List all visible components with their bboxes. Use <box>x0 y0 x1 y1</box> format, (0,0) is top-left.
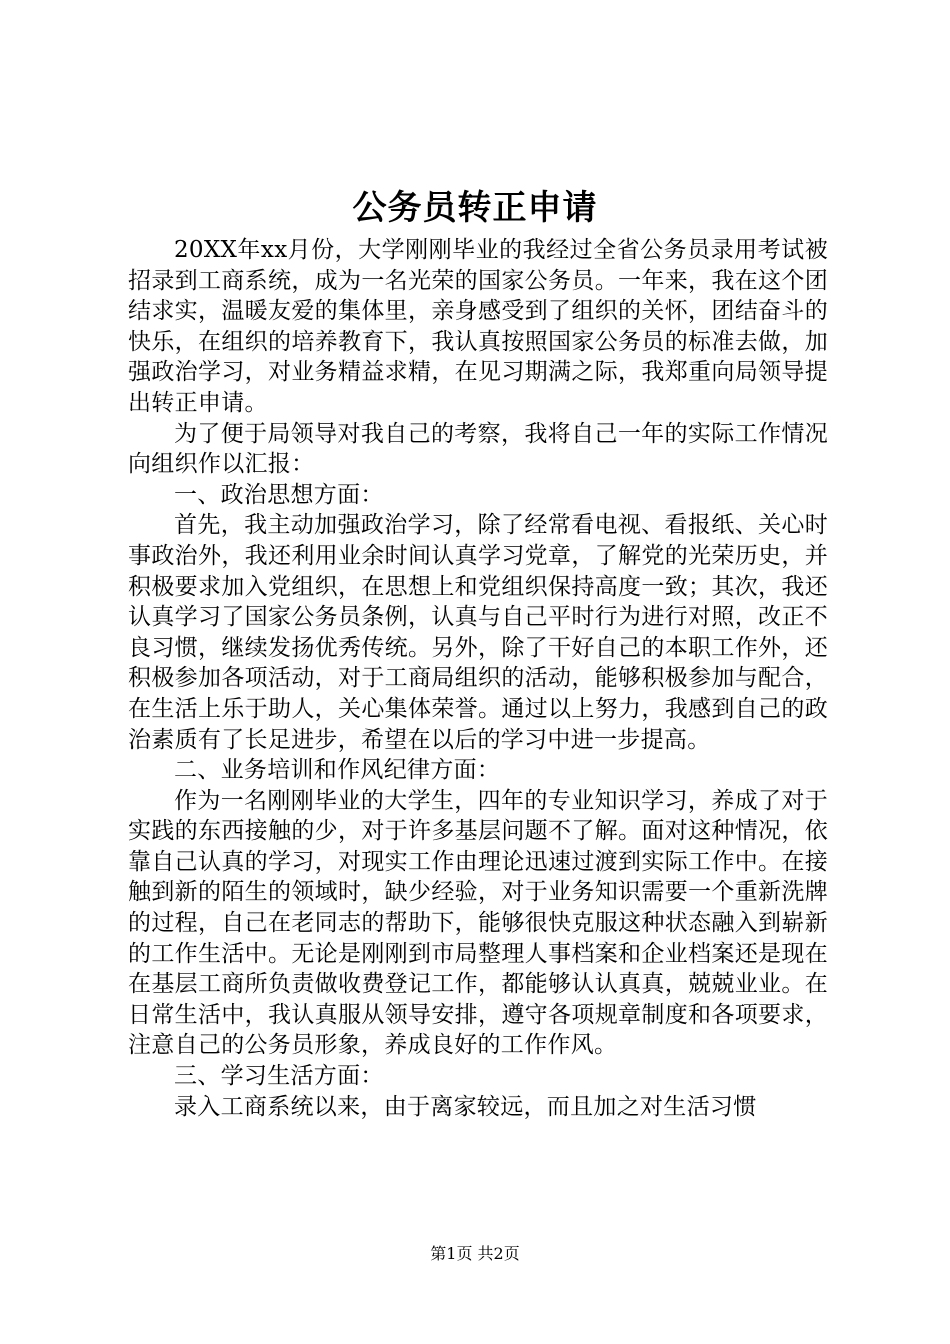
paragraph-intro: 20XX年xx月份，大学刚刚毕业的我经过全省公务员录用考试被招录到工商系统，成为一名光荣的国家公务员。一年来，我在这个团结求实，温暖友爱的集体里，亲身感受到了组织的关怀，团结奋斗的快乐，在组织的培养教育下，我认真按照国家公务员的标准去做，加强政治学习，对业务精益求精，在见习期满之际，我郑重向局领导提出转正申请。 <box>128 237 828 416</box>
section-heading-training: 二、业务培训和作风纪律方面： <box>174 757 501 784</box>
document-title: 公务员转正申请 <box>352 188 598 228</box>
section-heading-political: 一、政治思想方面： <box>174 481 384 508</box>
section-heading-study-life: 三、学习生活方面： <box>174 1063 384 1090</box>
paragraph-study-life: 录入工商系统以来，由于离家较远，而且加之对生活习惯 <box>174 1093 757 1120</box>
document-body <box>128 235 828 1122</box>
page-number-footer: 第1页 共2页 <box>430 1244 520 1263</box>
paragraph-political: 首先，我主动加强政治学习，除了经常看电视、看报纸、关心时事政治外，我还利用业余时间认真学习党章，了解党的光荣历史，并积极要求加入党组织，在思想上和党组织保持高度一致；其次，我还认真学习了国家公务员条例，认真与自己平时行为进行对照，改正不良习惯，继续发扬优秀传统。另外，除了干好自己的本职工作外，还积极参加各项活动，对于工商局组织的活动，能够积极参加与配合，在生活上乐于助人，关心集体荣誉。通过以上努力，我感到自己的政治素质有了长足进步，希望在以后的学习中进一步提高。 <box>128 512 828 753</box>
paragraph-report-lead: 为了便于局领导对我自己的考察，我将自己一年的实际工作情况向组织作以汇报： <box>128 420 828 478</box>
paragraph-training: 作为一名刚刚毕业的大学生，四年的专业知识学习，养成了对于实践的东西接触的少，对于许多基层问题不了解。面对这种情况，依靠自己认真的学习，对现实工作由理论迅速过渡到实际工作中。在接触到新的陌生的领域时，缺少经验，对于业务知识需要一个重新洗牌的过程，自己在老同志的帮助下，能够很快克服这种状态融入到崭新的工作生活中。无论是刚刚到市局整理人事档案和企业档案还是现在在基层工商所负责做收费登记工作，都能够认认真真，兢兢业业。在日常生活中，我认真服从领导安排，遵守各项规章制度和各项要求，注意自己的公务员形象，养成良好的工作作风。 <box>128 787 828 1059</box>
